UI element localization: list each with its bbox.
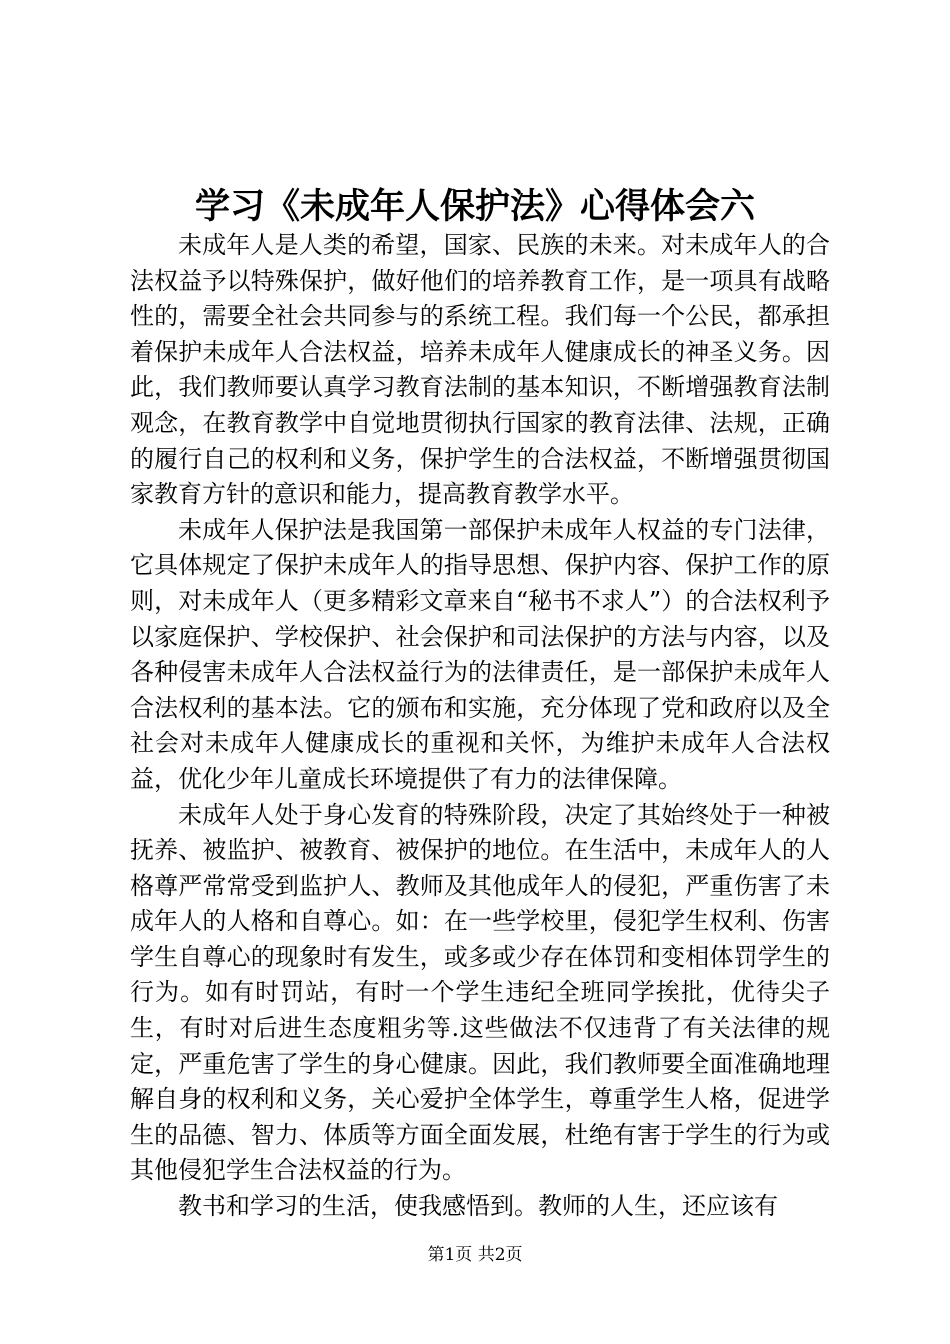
paragraph: 未成年人处于身心发育的特殊阶段，决定了其始终处于一种被抚养、被监护、被教育、被保护的地位。在生活中，未成年人的人格尊严常常受到监护人、教师及其他成年人的侵犯，严重伤害了未成年人的人格和自尊心。如：在一些学校里，侵犯学生权利、伤害学生自尊心的现象时有发生，或多或少存在体罚和变相体罚学生的行为。如有时罚站，有时一个学生违纪全班同学挨批，优待尖子生，有时对后进生态度粗劣等.这些做法不仅违背了有关法律的规定，严重危害了学生的身心健康。因此，我们教师要全面准确地理解自身的权利和义务，关心爱护全体学生，尊重学生人格，促进学生的品德、智力、体质等方面全面发展，杜绝有害于学生的行为或其他侵犯学生合法权益的行为。: [130, 800, 830, 1185]
document-body: [130, 228, 830, 1225]
paragraph: 未成年人保护法是我国第一部保护未成年人权益的专门法律，它具体规定了保护未成年人的指导思想、保护内容、保护工作的原则，对未成年人（更多精彩文章来自“秘书不求人”）的合法权利予以家庭保护、学校保护、社会保护和司法保护的方法与内容，以及各种侵害未成年人合法权益行为的法律责任，是一部保护未成年人合法权利的基本法。它的颁布和实施，充分体现了党和政府以及全社会对未成年人健康成长的重视和关怀，为维护未成年人合法权益，优化少年儿童成长环境提供了有力的法律保障。: [130, 515, 830, 793]
paragraph: 未成年人是人类的希望，国家、民族的未来。对未成年人的合法权益予以特殊保护，做好他们的培养教育工作，是一项具有战略性的，需要全社会共同参与的系统工程。我们每一个公民，都承担着保护未成年人合法权益，培养未成年人健康成长的神圣义务。因此，我们教师要认真学习教育法制的基本知识，不断增强教育法制观念，在教育教学中自觉地贯彻执行国家的教育法律、法规，正确的履行自己的权利和义务，保护学生的合法权益，不断增强贯彻国家教育方针的意识和能力，提高教育教学水平。: [130, 231, 830, 509]
document-title: 学习《未成年人保护法》心得体会六: [194, 186, 755, 227]
page-footer: 第1页 共2页: [427, 1245, 523, 1265]
paragraph: 教书和学习的生活，使我感悟到。教师的人生，还应该有: [178, 1192, 778, 1221]
